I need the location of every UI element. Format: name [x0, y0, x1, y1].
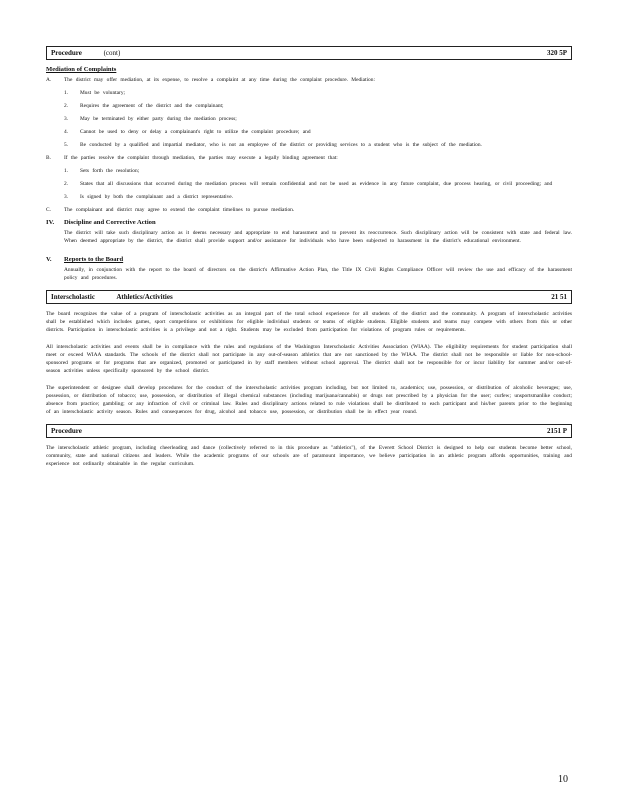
- a-item-2: [46, 102, 572, 110]
- list-number: 3.: [64, 116, 69, 122]
- list-text: Sets forth the resolution;: [80, 168, 140, 174]
- mediation-b-list: [46, 167, 572, 201]
- policy-header-box: [46, 46, 572, 60]
- mediation-a-list: [46, 89, 572, 149]
- reports-paragraph: Annually, in conjunction with the report to the board of directors on the district's Affirmative Action Plan, the Title IX Civil Rights Compliance Officer will review the use and efficacy of the harassment policy and procedures.: [64, 267, 572, 281]
- athletics-paragraph-3: The superintendent or designee shall develop procedures for the conduct of the interscholastic activities program including, but not limited to, academics; use, possession, or distribution of alcoholic beverages; use, possession, or distribution of tobacco; use, possession, or distribution of illegal chemical substances (including marijuana/cannabis) or drugs not prescribed by a physician for the user; curfew; unsportsmanlike conduct; absence from practice; gambling; or any infraction of civil or criminal law. Rules and disciplinary actions related to rule violations shall be distributed to each participant and his/her parents prior to the beginning of an interscholastic activity season. Rules and consequences for drug, alcohol and tobacco use, possession, or distribution shall be in effect year round.: [46, 385, 572, 415]
- list-text: Be conducted by a qualified and impartial mediator, who is not an employee of the district or providing services to a student who is the subject of the mediation.: [80, 142, 482, 148]
- b-item-1: [46, 167, 572, 175]
- list-text: Is signed by both the complainant and a district representative.: [80, 194, 234, 200]
- policy-number: 2151 P: [546, 427, 567, 435]
- a-item-4: [46, 128, 572, 136]
- list-number: 2.: [64, 181, 69, 187]
- a-item-5: [46, 141, 572, 149]
- policy-number: 320 5P: [546, 49, 567, 57]
- list-number: 1.: [64, 168, 69, 174]
- policy-number: 21 51: [551, 293, 567, 301]
- list-text: Must be voluntary;: [80, 90, 126, 96]
- list-number: 1.: [64, 90, 69, 96]
- document-page: [46, 46, 572, 472]
- a-item-1: [46, 89, 572, 97]
- b-item-2: [46, 180, 572, 188]
- list-text: Cannot be used to deny or delay a complainant's right to utilize the complaint procedure; and: [80, 129, 311, 135]
- mediation-item-c: C. The complainant and district may agree to extend the complaint timelines to pursue mediation.: [46, 207, 295, 213]
- list-text: May be terminated by either party during the mediation process;: [80, 116, 237, 122]
- header-label: Procedure: [51, 427, 82, 435]
- list-number: 3.: [64, 194, 69, 200]
- section-heading-discipline: IV. Discipline and Corrective Action: [46, 219, 156, 226]
- policy-header-box-procedure: [46, 424, 572, 438]
- section-heading-mediation: Mediation of Complaints: [46, 66, 117, 73]
- athletics-paragraph-2: All interscholastic activities and events shall be in compliance with the rules and regulations of the Washington Interscholastic Activities Association (WIAA). The eligibility requirements for student participation shall meet or exceed WIAA standards. The schools of the district shall not participate in any out-of-season athletics that are not sanctioned by the WIAA. The district shall not be responsible or liable for non-school-sponsored programs or for programs that are organized, promoted or participated in by staff members without school approval. The district shall not be responsible for or incur liability for summer and/or out-of-season activities unless specifically sponsored by the school district.: [46, 344, 572, 374]
- header-label: Interscholastic: [51, 293, 95, 301]
- list-number: 2.: [64, 103, 69, 109]
- athletics-paragraph-1: The board recognizes the value of a program of interscholastic activities as an integral part of the total school experience for all students of the district and the community. A program of interscholastic activities shall be established which includes games, sport competitions or exhibitions for eligible individual students or teams of eligible students. Eligible students and teams may compete with others from this or other districts. Participation in interscholastic activities is a privilege and not a right. Students may be excluded from participation for violations of program rules or requirements.: [46, 311, 572, 333]
- discipline-paragraph: The district will take such disciplinary action as it deems necessary and appropriate to end harassment and to prevent its reoccurrence. Such disciplinary action will be consistent with state and federal law. When deemed appropriate by the district, the district shall provide support and/or assistance for individuals who have been subjected to harassment in the district's educational environment.: [64, 230, 572, 244]
- list-number: 5.: [64, 142, 69, 148]
- mediation-item-a: A. The district may offer mediation, at its expense, to resolve a complaint at any time during the complaint procedure. Mediation:: [46, 77, 375, 83]
- header-label-2: Athletics/Activities: [116, 293, 173, 301]
- policy-header-box-athletics: [46, 290, 572, 304]
- header-label: Procedure: [51, 49, 82, 57]
- mediation-item-b: B. If the parties resolve the complaint through mediation, the parties may execute a legally binding agreement that:: [46, 155, 338, 161]
- header-cont: (cont): [103, 49, 121, 57]
- list-text: Requires the agreement of the district and the complainant;: [80, 103, 224, 109]
- a-item-3: [46, 115, 572, 123]
- section-heading-reports: V. Reports to the Board: [46, 256, 124, 263]
- list-number: 4.: [64, 129, 69, 135]
- procedure-paragraph: The interscholastic athletic program, including cheerleading and dance (collectively referred to in this procedure as "athletics"), of the Everett School District is designed to help our students become better school, community, state and national citizens and leaders. While the academic programs of our schools are of paramount importance, we believe participation in an athletic program affords opportunities, training and experience not ordinarily obtainable in the regular curriculum.: [46, 445, 572, 467]
- list-text: States that all discussions that occurred during the mediation process will remain confidential and not be used as evidence in any future complaint, due process hearing, or civil proceeding; and: [80, 181, 553, 187]
- page-number: 10: [558, 774, 568, 785]
- b-item-3: [46, 193, 572, 201]
